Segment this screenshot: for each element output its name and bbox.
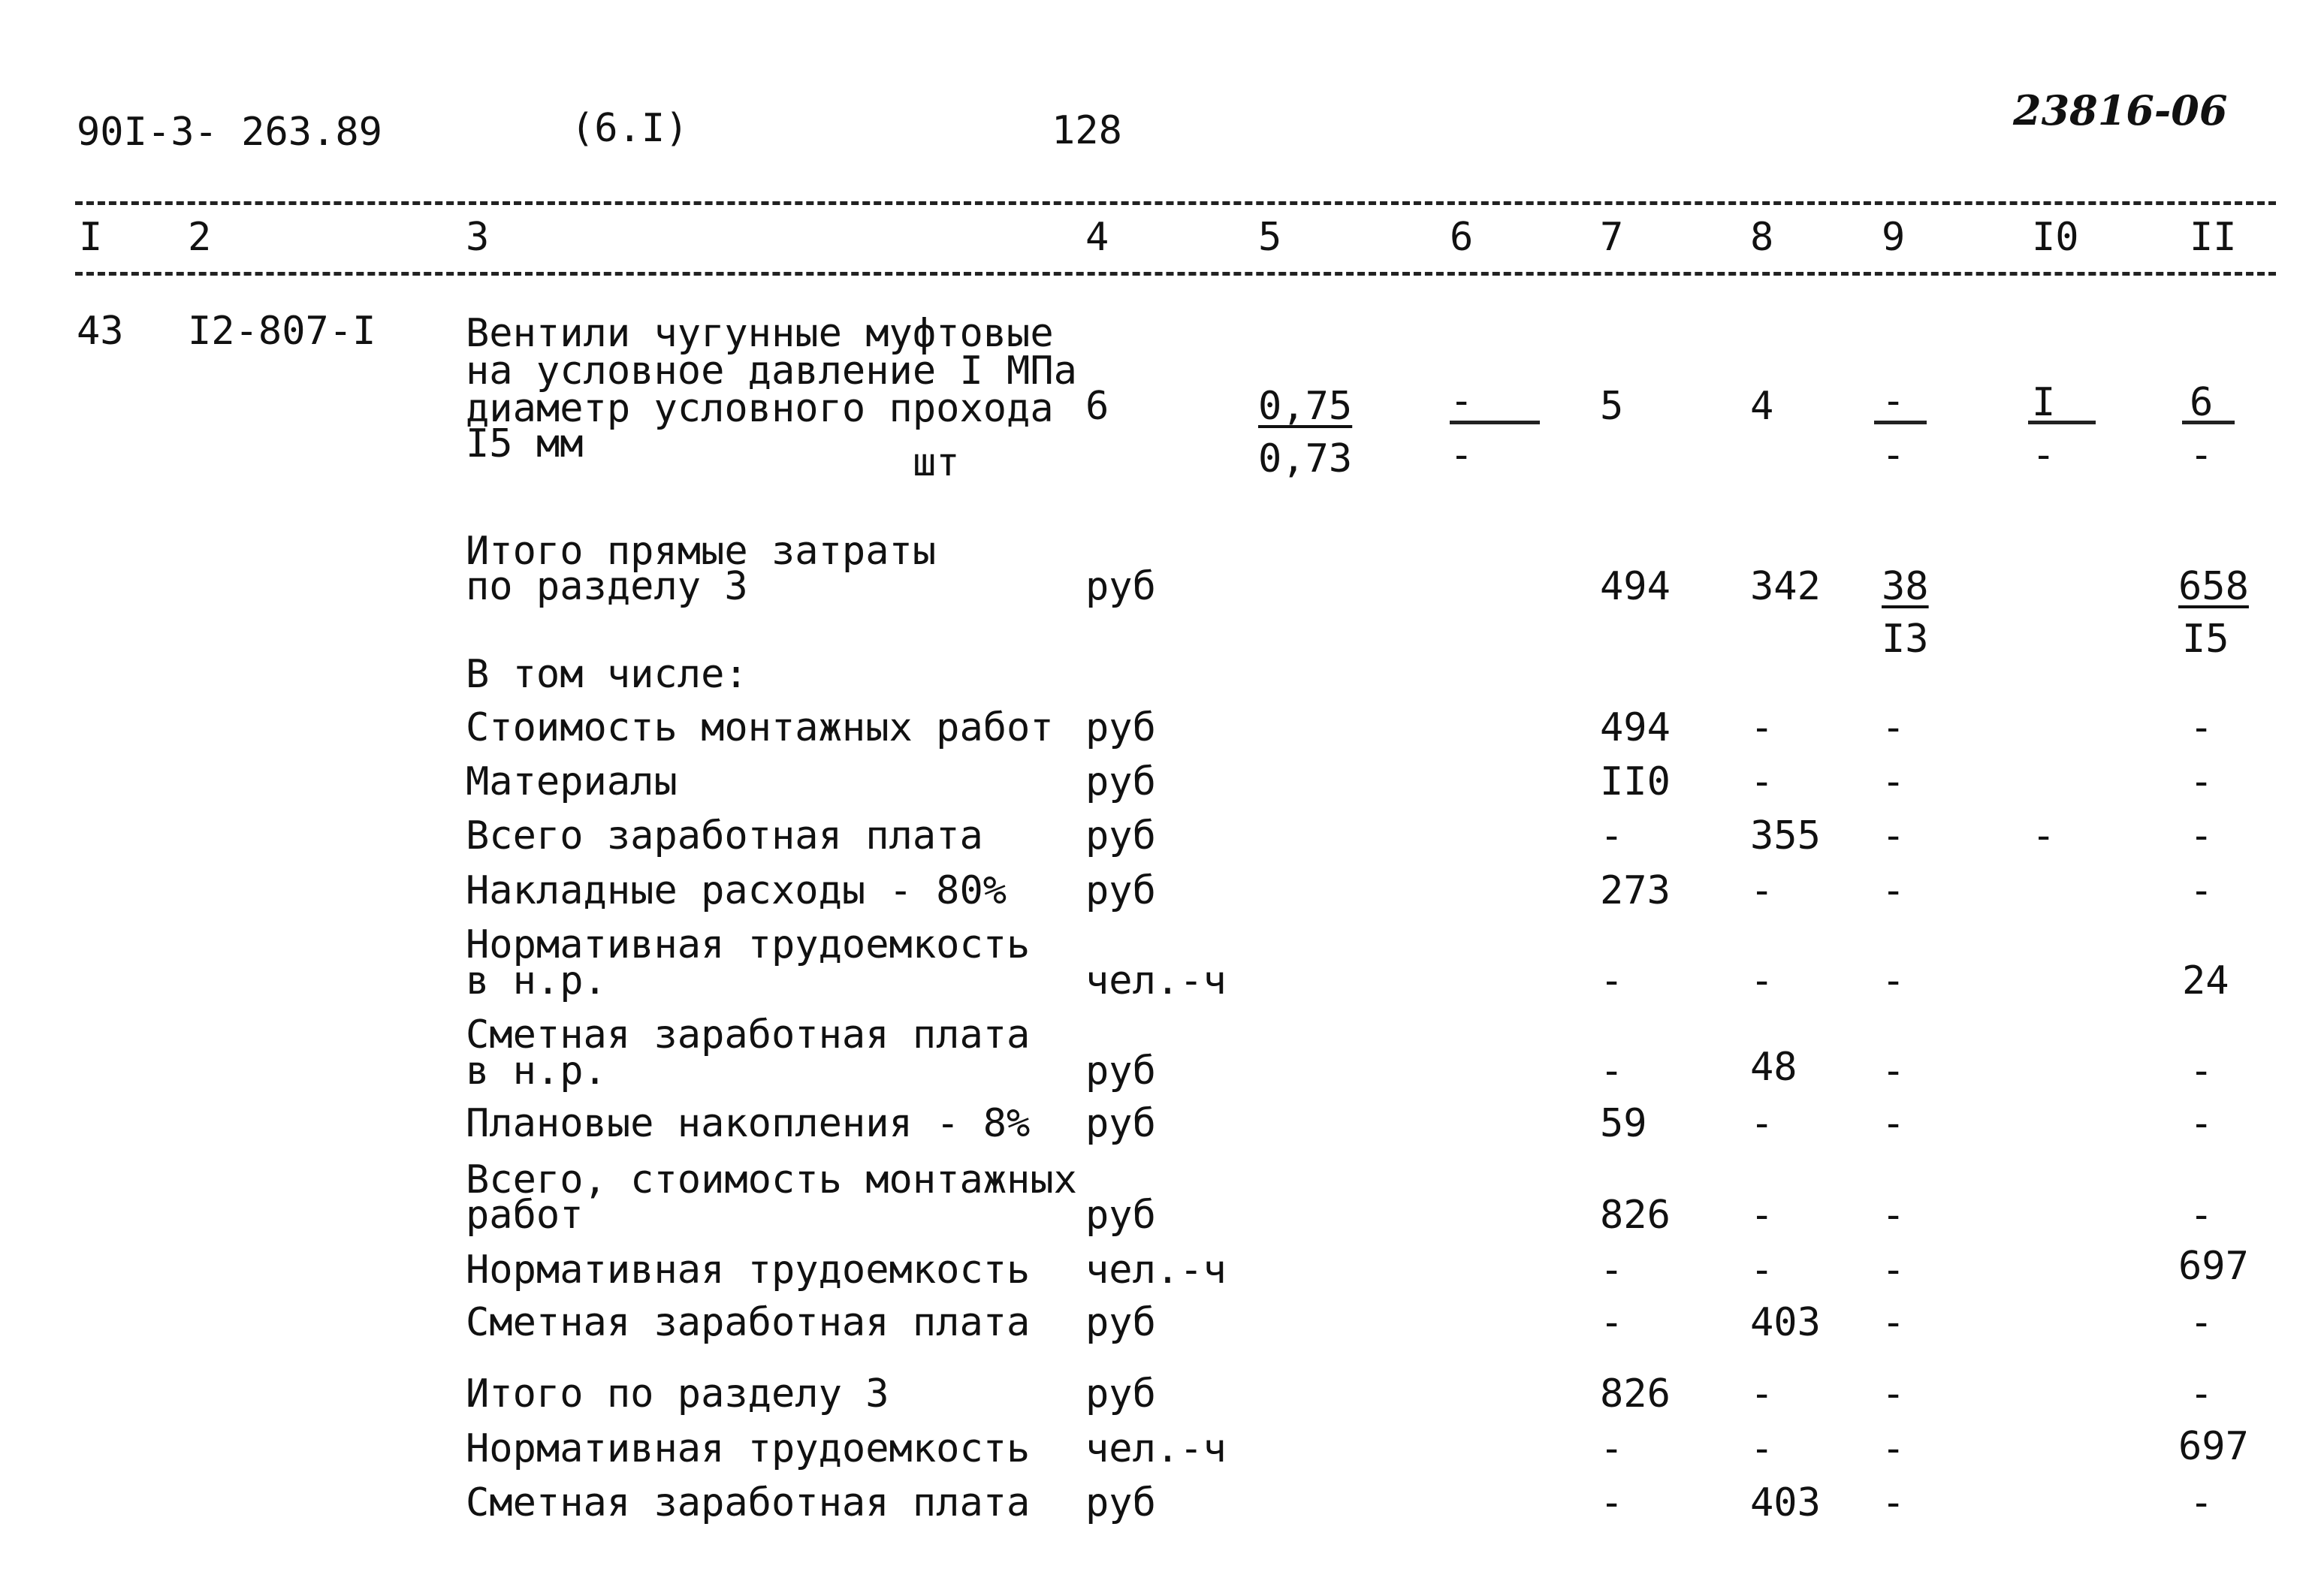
row-col8: - <box>1750 759 1774 804</box>
col-header-1: I <box>79 215 103 260</box>
item-col7: 5 <box>1600 384 1624 429</box>
row-col7: - <box>1600 1248 1624 1293</box>
item-col8: 4 <box>1750 384 1774 429</box>
col-header-5: 5 <box>1258 215 1282 260</box>
row-col9: - <box>1882 759 1906 804</box>
row-label: Сметная заработная плата <box>466 1300 1031 1345</box>
row-col9: - <box>1882 958 1906 1003</box>
item-col6-fraction-bar <box>1450 421 1540 424</box>
row-unit: чел.-ч <box>1085 958 1227 1003</box>
row-col7: 494 <box>1600 705 1671 750</box>
total-direct-col11-top: 658 <box>2178 564 2249 609</box>
total-direct-col9-top: 38 <box>1882 564 1929 609</box>
total-direct-col8: 342 <box>1750 564 1821 609</box>
item-col5-top: 0,75 <box>1258 384 1353 429</box>
row-col8: - <box>1750 1248 1774 1293</box>
total-direct-unit: руб <box>1085 564 1156 609</box>
item-code: I2-807-I <box>188 309 376 354</box>
row-col10: - <box>2032 813 2056 858</box>
item-description-line: Вентили чугунные муфтовые <box>466 311 1054 356</box>
row-unit: руб <box>1085 1300 1156 1345</box>
including-label: В том числе: <box>466 652 748 697</box>
archive-stamp: 23816-06 <box>2013 86 2228 134</box>
row-unit: руб <box>1085 1371 1156 1416</box>
page-number: 128 <box>1052 108 1122 153</box>
item-description-line: на условное давление I МПа <box>466 348 1077 394</box>
row-col9: - <box>1882 705 1906 750</box>
row-col11: 697 <box>2178 1424 2249 1469</box>
row-col8: 355 <box>1750 813 1821 858</box>
item-unit: шт <box>913 440 960 485</box>
row-unit: руб <box>1085 868 1156 913</box>
item-col11-top: 6 <box>2190 380 2214 425</box>
row-label: Нормативная трудоемкость <box>466 922 1031 967</box>
row-col11: - <box>2190 759 2214 804</box>
total-direct-col11-bottom: I5 <box>2182 617 2229 662</box>
item-col9-top: - <box>1882 379 1906 424</box>
row-col7: 59 <box>1600 1101 1647 1146</box>
row-col7: - <box>1600 1300 1624 1345</box>
row-col7: 273 <box>1600 868 1671 913</box>
row-col9: - <box>1882 1048 1906 1094</box>
total-direct-col7: 494 <box>1600 564 1671 609</box>
row-unit: чел.-ч <box>1085 1248 1227 1293</box>
row-col8: 403 <box>1750 1480 1821 1525</box>
col-header-10: I0 <box>2032 215 2079 260</box>
item-description-line: диаметр условного прохода <box>466 386 1054 431</box>
item-col10-bottom: - <box>2032 433 2056 478</box>
row-unit: руб <box>1085 813 1156 858</box>
row-col9: - <box>1882 1248 1906 1293</box>
col-header-7: 7 <box>1600 215 1624 260</box>
row-label: Итого по разделу 3 <box>466 1371 889 1416</box>
row-unit: руб <box>1085 1101 1156 1146</box>
row-col7: II0 <box>1600 759 1671 804</box>
row-unit: руб <box>1085 1048 1156 1094</box>
item-col5-bottom: 0,73 <box>1258 436 1353 481</box>
row-col9: - <box>1882 813 1906 858</box>
row-col11: - <box>2190 1101 2214 1146</box>
header-bottom-rule <box>75 272 2276 276</box>
col-header-9: 9 <box>1882 215 1906 260</box>
row-label: Всего заработная плата <box>466 813 983 858</box>
row-col11: - <box>2190 1193 2214 1238</box>
row-col8: - <box>1750 705 1774 750</box>
row-col11: - <box>2190 1300 2214 1345</box>
row-label: Накладные расходы - 80% <box>466 868 1007 913</box>
row-col9: - <box>1882 1300 1906 1345</box>
row-col11: - <box>2190 1371 2214 1416</box>
row-col9: - <box>1882 1426 1906 1471</box>
row-col8: - <box>1750 1101 1774 1146</box>
row-col7: 826 <box>1600 1193 1671 1238</box>
total-direct-label-line: Итого прямые затраты <box>466 529 937 574</box>
total-direct-col9-bottom: I3 <box>1882 617 1929 662</box>
row-col11: - <box>2190 1480 2214 1525</box>
row-col8: - <box>1750 958 1774 1003</box>
item-description-line: I5 мм <box>466 421 584 466</box>
row-label: Нормативная трудоемкость <box>466 1426 1031 1471</box>
row-unit: руб <box>1085 1193 1156 1238</box>
row-col9: - <box>1882 868 1906 913</box>
item-quantity: 6 <box>1085 384 1109 429</box>
col-header-2: 2 <box>188 215 212 260</box>
row-label: Сметная заработная плата <box>466 1012 1031 1057</box>
row-col7: - <box>1600 813 1624 858</box>
item-number: 43 <box>77 309 124 354</box>
row-col7: - <box>1600 1426 1624 1471</box>
row-col7: - <box>1600 1480 1624 1525</box>
row-col11: - <box>2190 868 2214 913</box>
row-unit: руб <box>1085 705 1156 750</box>
item-col9-fraction-bar <box>1874 421 1927 424</box>
row-label-continuation: в н.р. <box>466 958 607 1003</box>
row-col7: - <box>1600 958 1624 1003</box>
row-col9: - <box>1882 1101 1906 1146</box>
col-header-11: II <box>2190 215 2237 260</box>
row-label: Всего, стоимость монтажных <box>466 1157 1077 1202</box>
item-col6-top: - <box>1450 379 1474 424</box>
row-label: Материалы <box>466 759 678 804</box>
total-direct-label-line: по разделу 3 <box>466 564 748 609</box>
item-col10-top: I <box>2032 380 2056 425</box>
row-col11: - <box>2190 705 2214 750</box>
col-header-6: 6 <box>1450 215 1474 260</box>
row-col8: 403 <box>1750 1300 1821 1345</box>
row-label: Нормативная трудоемкость <box>466 1248 1031 1293</box>
item-col10-fraction-bar <box>2028 421 2096 424</box>
item-col11-bottom: - <box>2190 433 2214 478</box>
row-col8: - <box>1750 1371 1774 1416</box>
row-col8: 48 <box>1750 1045 1797 1090</box>
row-col11: - <box>2190 1048 2214 1094</box>
section-number: (6.I) <box>571 106 689 151</box>
row-col8: - <box>1750 1426 1774 1471</box>
row-col9: - <box>1882 1480 1906 1525</box>
row-col11: 24 <box>2182 958 2229 1003</box>
col-header-8: 8 <box>1750 215 1774 260</box>
row-col9: - <box>1882 1371 1906 1416</box>
row-unit: руб <box>1085 759 1156 804</box>
col-header-3: 3 <box>466 215 490 260</box>
row-label: Стоимость монтажных работ <box>466 705 1054 750</box>
item-col6-bottom: - <box>1450 433 1474 478</box>
row-unit: руб <box>1085 1480 1156 1525</box>
row-col7: - <box>1600 1048 1624 1094</box>
item-col9-bottom: - <box>1882 433 1906 478</box>
row-label-continuation: работ <box>466 1193 584 1238</box>
item-col11-fraction-bar <box>2182 421 2235 424</box>
row-unit: чел.-ч <box>1085 1426 1227 1471</box>
row-col7: 826 <box>1600 1371 1671 1416</box>
row-col8: - <box>1750 868 1774 913</box>
row-label: Плановые накопления - 8% <box>466 1101 1031 1146</box>
row-col11: - <box>2190 813 2214 858</box>
row-col8: - <box>1750 1193 1774 1238</box>
row-col9: - <box>1882 1193 1906 1238</box>
header-top-rule <box>75 201 2276 205</box>
row-label: Сметная заработная плата <box>466 1480 1031 1525</box>
document-code: 90I-3- 263.89 <box>77 110 382 155</box>
row-label-continuation: в н.р. <box>466 1048 607 1094</box>
col-header-4: 4 <box>1085 215 1109 260</box>
row-col11: 697 <box>2178 1244 2249 1289</box>
